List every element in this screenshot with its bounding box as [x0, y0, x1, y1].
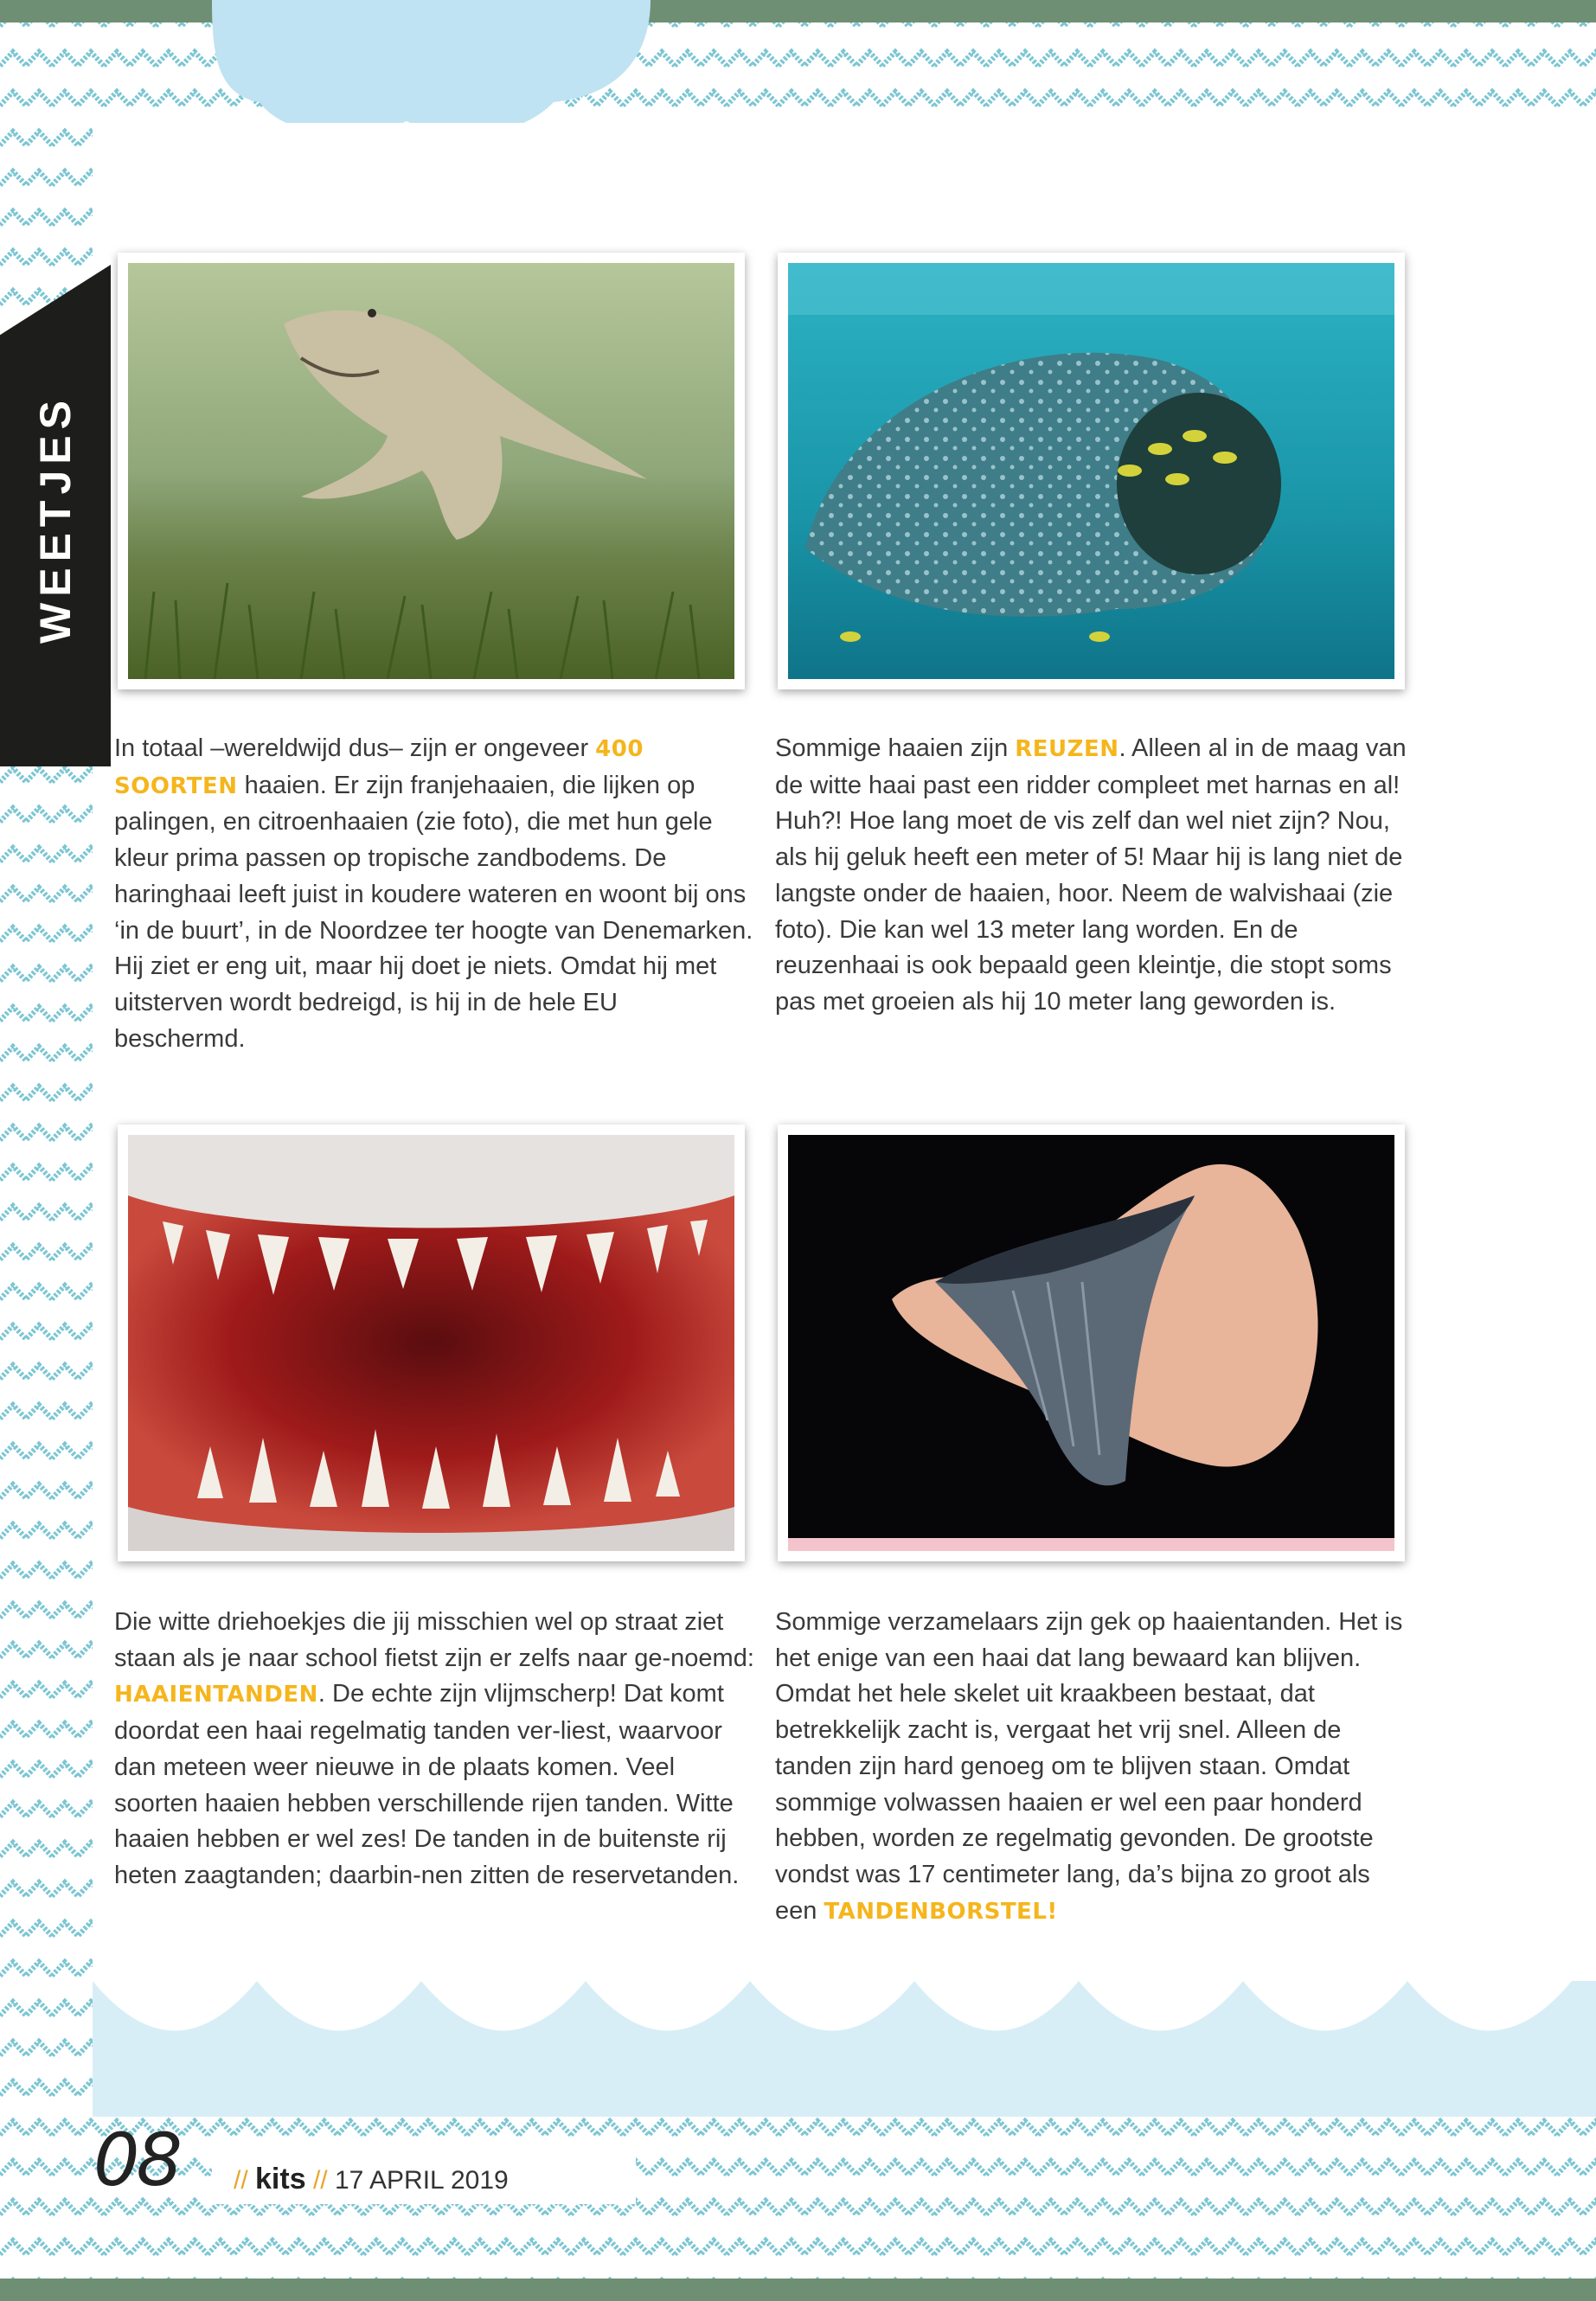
paragraph-3-text-before: Die witte driehoekjes die jij misschien wel op straat ziet staan als je naar school fietst zijn er zelfs naar ge-noemd: — [114, 1608, 754, 1672]
photo-shark-teeth — [118, 1125, 745, 1561]
paragraph-3-text-after: . De echte zijn vlijmscherp! Dat komt doordat een haai regelmatig tanden ver-liest, waarvoor dan meteen weer nieuwe in de plaats komen. Veel soorten haaien hebben verschillende rijen tanden. Witte haaien hebben er wel zes! De tanden in de buitenste rij heten zaagtanden; daarbin-nen zitten de reservetanden. — [114, 1680, 740, 1889]
paragraph-reuzen — [775, 731, 1415, 1021]
highlight-reuzen: REUZEN — [1015, 736, 1119, 762]
issue-date: 17 APRIL 2019 — [334, 2166, 509, 2195]
footer-credit — [234, 2163, 509, 2196]
footer-separator: // — [234, 2166, 248, 2195]
paragraph-2-text-before: Sommige haaien zijn — [775, 734, 1016, 762]
shark-teeth-image — [128, 1135, 734, 1551]
page-number: 08 — [93, 2118, 179, 2202]
magazine-name: kits — [255, 2163, 306, 2195]
paragraph-4-text-before: Sommige verzamelaars zijn gek op haaientanden. Het is het enige van een haai dat lang bewaard kan blijven. Omdat het hele skelet uit kraakbeen bestaat, dat betrekkelijk zacht is, vergaat het vrij snel. Alleen de tanden zijn hard genoeg om te blijven staan. Omdat sommige volwassen haaien er wel een paar honderd hebben, worden ze regelmatig gevonden. De grootste vondst was 17 centimeter lang, da’s bijna zo groot als een — [775, 1608, 1403, 1925]
photo-megalodon-tooth — [778, 1125, 1405, 1561]
paragraph-1-text-after: haaien. Er zijn franjehaaien, die lijken op palingen, en citroenhaaien (zie foto), die met hun gele kleur prima passen op tropische zandbodems. De haringhaai leeft juist in koudere wateren en woont bij ons ‘in de buurt’, in de Noordzee ter hoogte van Denemarken. Hij ziet er eng uit, maar hij doet je niets. Omdat hij met uitsterven wordt bedreigd, is hij in de hele EU beschermd. — [114, 771, 753, 1053]
whale-shark-image — [788, 263, 1394, 679]
highlight-400-soorten: 400 SOORTEN — [114, 736, 644, 799]
highlight-haaientanden: HAAIENTANDEN — [114, 1682, 318, 1708]
paragraph-tandenborstel — [775, 1605, 1415, 1930]
wave-decoration — [93, 1981, 1596, 2117]
footer-separator: // — [312, 2166, 328, 2195]
section-label: WEETJES — [31, 394, 80, 644]
paragraph-1-text-before: In totaal –wereldwijd dus– zijn er ongeveer — [114, 734, 596, 762]
bottom-bar — [0, 2279, 1596, 2301]
megalodon-tooth-image — [788, 1135, 1394, 1551]
paragraph-400-soorten — [114, 731, 754, 1057]
photo-lemon-shark — [118, 253, 745, 689]
lemon-shark-image — [128, 263, 734, 679]
photo-whale-shark — [778, 253, 1405, 689]
paragraph-haaientanden — [114, 1605, 754, 1894]
paragraph-2-text-after: . Alleen al in de maag van de witte haai past een ridder compleet met harnas en al! Huh?! Hoe lang moet de vis zelf dan wel niet zijn? Nou, als hij geluk heeft een meter of 5! Maar hij is lang niet de langste onder de haaien, hoor. Neem de walvishaai (zie foto). Die kan wel 13 meter lang worden. En de reuzenhaai is ook bepaald geen kleintje, die stopt soms pas met groeien als hij 10 meter lang geworden is. — [775, 734, 1407, 1016]
highlight-tandenborstel: TANDENBORSTEL! — [824, 1898, 1058, 1925]
